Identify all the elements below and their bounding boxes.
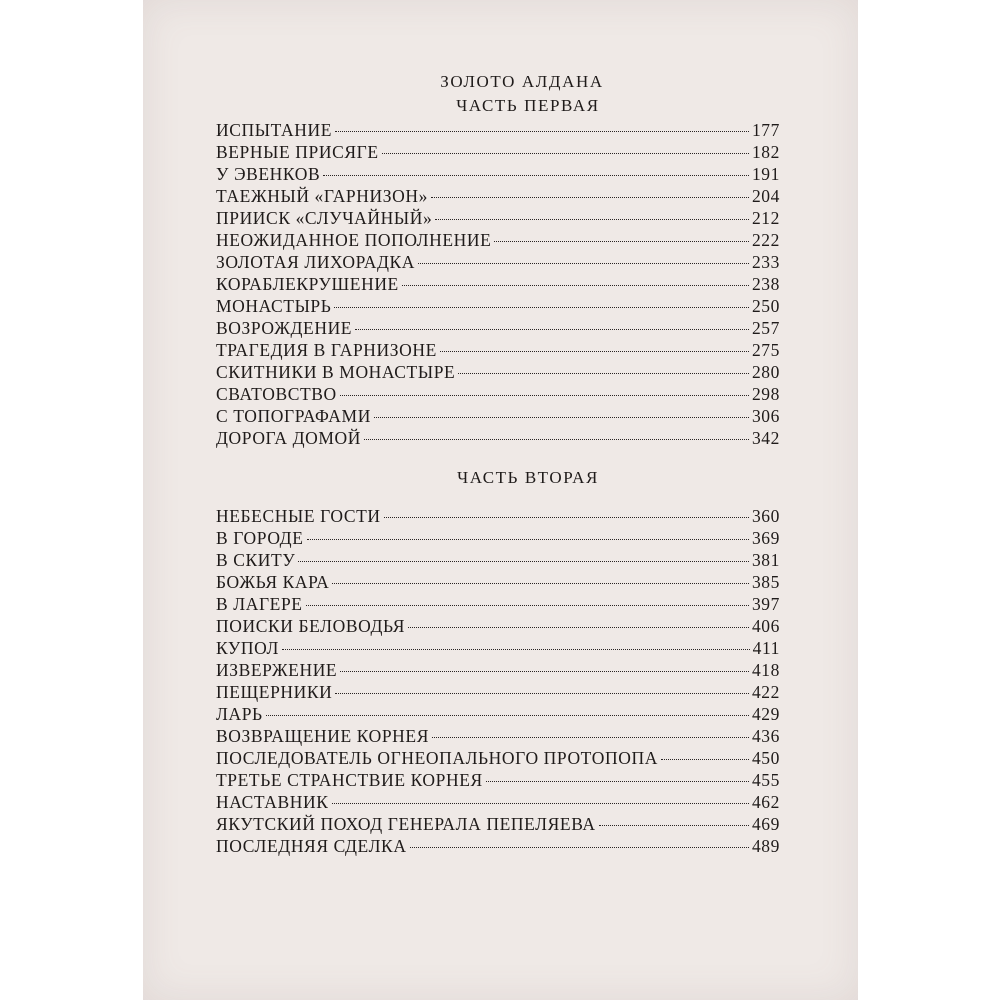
toc-entry-page: 250 — [751, 296, 780, 316]
toc-entry — [216, 405, 780, 427]
toc-entry-title: В ЛАГЕРЕ — [216, 594, 303, 614]
toc-entry-title: НЕБЕСНЫЕ ГОСТИ — [216, 506, 381, 526]
toc-entry — [216, 361, 780, 383]
toc-entry-title: КОРАБЛЕКРУШЕНИЕ — [216, 274, 399, 294]
toc-entry-title: ИЗВЕРЖЕНИЕ — [216, 660, 338, 680]
toc-entry — [216, 791, 780, 813]
toc-entry — [216, 637, 780, 659]
toc-entry — [216, 383, 780, 405]
toc-entry-page: 342 — [751, 428, 780, 448]
toc-entry-page: 212 — [751, 208, 780, 228]
toc-entry — [216, 339, 780, 361]
dot-leader — [440, 351, 749, 352]
toc-entry-page: 455 — [751, 770, 780, 790]
dot-leader — [661, 759, 749, 760]
toc-entry-title: В СКИТУ — [216, 550, 296, 570]
toc-entry-page: 204 — [751, 186, 780, 206]
dot-leader — [458, 373, 749, 374]
toc-entry-page: 222 — [751, 230, 780, 250]
toc-entry — [216, 163, 780, 185]
dot-leader — [418, 263, 749, 264]
toc-entry — [216, 229, 780, 251]
toc-entry-title: С ТОПОГРАФАМИ — [216, 406, 371, 426]
part-one-heading: ЧАСТЬ ПЕРВАЯ — [456, 96, 600, 115]
toc-entry — [216, 207, 780, 229]
toc-entry — [216, 615, 780, 637]
dot-leader — [334, 307, 749, 308]
toc-entry-page: 385 — [751, 572, 780, 592]
toc-entry-page: 450 — [751, 748, 780, 768]
toc-entry-title: СВАТОВСТВО — [216, 384, 337, 404]
toc-entry — [216, 571, 780, 593]
toc-entry-title: ТАЕЖНЫЙ «ГАРНИЗОН» — [216, 186, 428, 206]
toc-entry — [216, 725, 780, 747]
dot-leader — [335, 693, 749, 694]
dot-leader — [323, 175, 749, 176]
toc-entry-title: КУПОЛ — [216, 638, 279, 658]
dot-leader — [410, 847, 749, 848]
toc-entry-page: 411 — [752, 638, 780, 658]
dot-leader — [599, 825, 749, 826]
dot-leader — [307, 539, 749, 540]
dot-leader — [332, 803, 749, 804]
dot-leader — [494, 241, 748, 242]
dot-leader — [332, 583, 749, 584]
toc-entry-title: ЯКУТСКИЙ ПОХОД ГЕНЕРАЛА ПЕПЕЛЯЕВА — [216, 814, 596, 834]
dot-leader — [306, 605, 749, 606]
toc-entry — [216, 813, 780, 835]
dot-leader — [384, 517, 749, 518]
dot-leader — [282, 649, 750, 650]
toc-entry — [216, 427, 780, 449]
toc-entry-title: ПРИИСК «СЛУЧАЙНЫЙ» — [216, 208, 433, 228]
toc-entry-title: ИСПЫТАНИЕ — [216, 120, 333, 140]
toc-entry-title: ВОЗВРАЩЕНИЕ КОРНЕЯ — [216, 726, 429, 746]
toc-entry-page: 418 — [751, 660, 780, 680]
toc-entry-page: 489 — [751, 836, 780, 856]
toc-entry — [216, 251, 780, 273]
toc-entry — [216, 681, 780, 703]
toc-entry-title: В ГОРОДЕ — [216, 528, 304, 548]
toc-entry — [216, 703, 780, 725]
toc-entry-title: ТРЕТЬЕ СТРАНСТВИЕ КОРНЕЯ — [216, 770, 483, 790]
toc-entry-title: ПОИСКИ БЕЛОВОДЬЯ — [216, 616, 406, 636]
toc-entry-page: 238 — [751, 274, 780, 294]
toc-entry-page: 462 — [751, 792, 780, 812]
toc-entry-page: 422 — [751, 682, 780, 702]
toc-entry — [216, 835, 780, 857]
dot-leader — [374, 417, 749, 418]
dot-leader — [432, 737, 749, 738]
dot-leader — [431, 197, 749, 198]
toc-entry-title: ДОРОГА ДОМОЙ — [216, 428, 361, 448]
dot-leader — [486, 781, 749, 782]
toc-entry — [216, 659, 780, 681]
toc-entry-page: 233 — [751, 252, 780, 272]
toc-entry-page: 406 — [751, 616, 780, 636]
toc-entry-title: У ЭВЕНКОВ — [216, 164, 321, 184]
toc-entry-title: БОЖЬЯ КАРА — [216, 572, 330, 592]
toc-entry-title: НАСТАВНИК — [216, 792, 329, 812]
dot-leader — [335, 131, 749, 132]
toc-entry — [216, 273, 780, 295]
toc-entry-title: ПОСЛЕДОВАТЕЛЬ ОГНЕОПАЛЬНОГО ПРОТОПОПА — [216, 748, 658, 768]
toc-entry-title: ПОСЛЕДНЯЯ СДЕЛКА — [216, 836, 407, 856]
toc-entry-page: 177 — [751, 120, 780, 140]
toc-entry-page: 182 — [751, 142, 780, 162]
toc-entry-page: 275 — [751, 340, 780, 360]
table-of-contents — [216, 70, 780, 857]
dot-leader — [364, 439, 749, 440]
toc-entry-page: 397 — [751, 594, 780, 614]
toc-entry-page: 436 — [751, 726, 780, 746]
dot-leader — [340, 395, 749, 396]
toc-entry — [216, 527, 780, 549]
toc-entry-title: ТРАГЕДИЯ В ГАРНИЗОНЕ — [216, 340, 437, 360]
dot-leader — [435, 219, 749, 220]
dot-leader — [298, 561, 749, 562]
toc-entry-page: 257 — [751, 318, 780, 338]
toc-entry-page: 191 — [751, 164, 780, 184]
part-one-list — [216, 119, 780, 449]
toc-entry-page: 360 — [751, 506, 780, 526]
toc-entry-title: НЕОЖИДАННОЕ ПОПОЛНЕНИЕ — [216, 230, 492, 250]
part-two-list — [216, 505, 780, 857]
toc-entry — [216, 505, 780, 527]
toc-entry-page: 469 — [751, 814, 780, 834]
toc-entry — [216, 593, 780, 615]
toc-entry — [216, 769, 780, 791]
toc-entry-title: ЛАРЬ — [216, 704, 263, 724]
toc-entry — [216, 747, 780, 769]
toc-entry-title: ВОЗРОЖДЕНИЕ — [216, 318, 353, 338]
toc-entry-title: ПЕЩЕРНИКИ — [216, 682, 333, 702]
toc-entry — [216, 185, 780, 207]
toc-entry-page: 306 — [751, 406, 780, 426]
dot-leader — [340, 671, 749, 672]
toc-entry — [216, 317, 780, 339]
dot-leader — [355, 329, 749, 330]
toc-entry-title: ВЕРНЫЕ ПРИСЯГЕ — [216, 142, 379, 162]
toc-entry — [216, 119, 780, 141]
toc-entry-title: СКИТНИКИ В МОНАСТЫРЕ — [216, 362, 456, 382]
dot-leader — [408, 627, 749, 628]
part-two-heading: ЧАСТЬ ВТОРАЯ — [457, 468, 599, 487]
toc-entry-title: МОНАСТЫРЬ — [216, 296, 332, 316]
toc-entry-title: ЗОЛОТАЯ ЛИХОРАДКА — [216, 252, 416, 272]
toc-entry-page: 369 — [751, 528, 780, 548]
toc-entry — [216, 141, 780, 163]
toc-entry-page: 429 — [751, 704, 780, 724]
book-title: ЗОЛОТО АЛДАНА — [440, 72, 604, 91]
toc-entry-page: 298 — [751, 384, 780, 404]
dot-leader — [266, 715, 749, 716]
dot-leader — [382, 153, 749, 154]
toc-entry-page: 381 — [751, 550, 780, 570]
dot-leader — [402, 285, 749, 286]
toc-entry-page: 280 — [751, 362, 780, 382]
toc-entry — [216, 549, 780, 571]
toc-entry — [216, 295, 780, 317]
